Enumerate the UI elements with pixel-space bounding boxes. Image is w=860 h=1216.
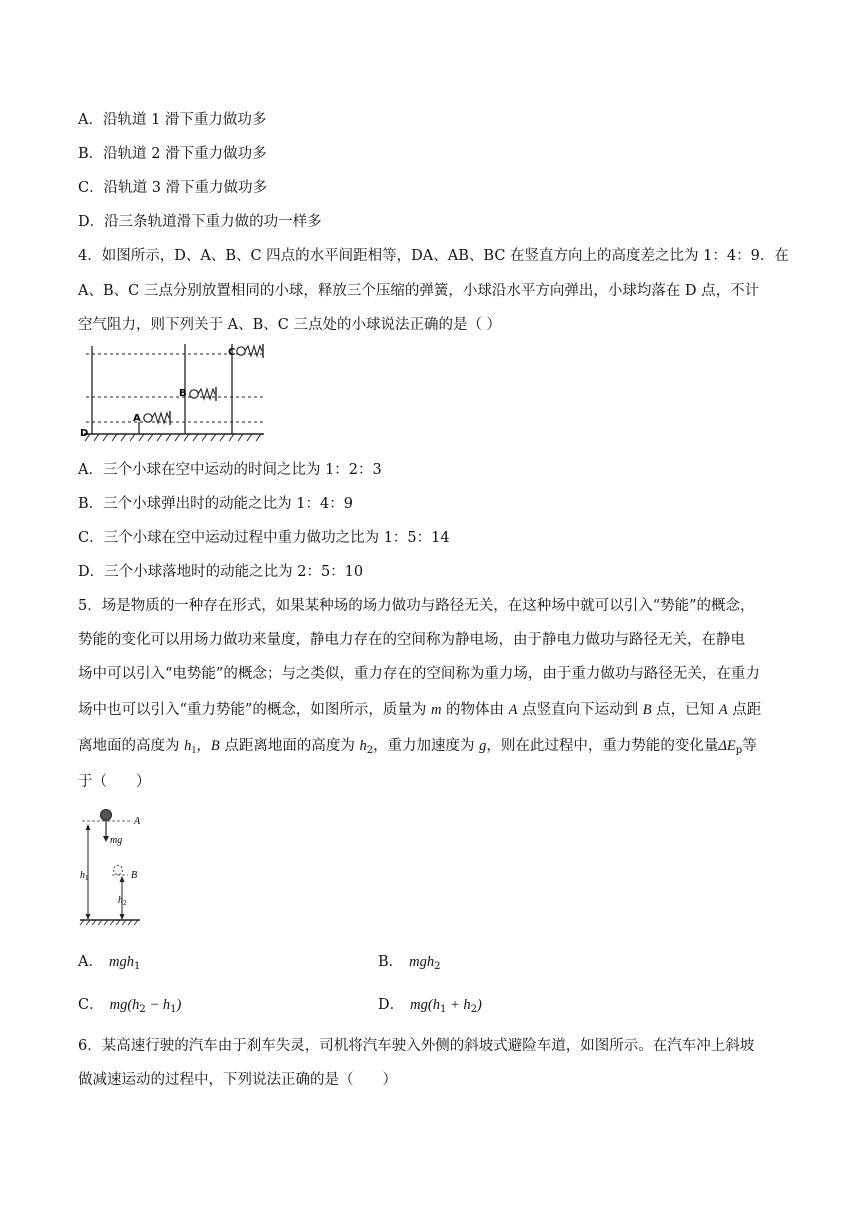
q4-stem-line-3: 空气阻力，则下列关于 A、B、C 三点处的小球说法正确的是（ ） [78,317,502,333]
q4-stem-line-2: A、B、C 三点分别放置相同的小球，释放三个压缩的弹簧，小球沿水平方向弹出，小球均落在 D 点，不计 [78,283,760,299]
q4-option-c: C．三个小球在空中运动过程中重力做功之比为 1：5：14 [78,530,450,546]
q4-label-d: D [80,428,89,439]
q4-stem-line-1: 4．如图所示，D、A、B、C 四点的水平间距相等，DA、AB、BC 在竖直方向上的高度差之比为 1：4：9．在 [78,248,789,264]
q6-stem-line-1: 6．某高速行驶的汽车由于刹车失灵，司机将汽车驶入外侧的斜坡式避险车道，如图所示。在汽车冲上斜坡 [78,1038,755,1054]
q4-option-a: A．三个小球在空中运动的时间之比为 1：2：3 [78,462,382,478]
q4-label-b: B [179,388,187,399]
q3-option-c: C．沿轨道 3 滑下重力做功多 [78,180,268,196]
q5-stem-line-1: 5．场是物质的一种存在形式，如果某种场的场力做功与路径无关，在这种场中就可以引入“势能”的概念， [78,598,755,614]
q4-label-a: A [133,413,141,424]
q5-stem-line-5: 离地面的高度为 $h_1$，B 点距离地面的高度为 $h_2$，重力加速度为 g，则在此过程中，重力势能的变化量$\Delta E_p$等 [78,738,757,756]
q5-label-b: B [131,870,138,881]
q5-label-h1: $h_1$ [80,870,89,882]
q4-figure [78,340,274,452]
q4-option-b: B．三个小球弹出时的动能之比为 1：4：9 [78,496,353,512]
q5-stem-line-3: 场中可以引入“电势能”的概念；与之类似，重力存在的空间称为重力场，由于重力做功与路径无关，在重力 [78,666,760,682]
q3-option-d: D．沿三条轨道滑下重力做的功一样多 [78,214,322,230]
q5-option-b: B． mgh$_2$ [378,954,441,972]
q5-option-a: A． mgh$_1$ [78,954,141,972]
q5-figure [78,806,168,928]
q5-label-h2: $h_2$ [118,895,127,907]
q5-option-d: D． $mg(h_1 + h_2)$ [378,997,482,1015]
q5-option-c: C． $mg(h_2 - h_1)$ [78,997,182,1015]
q6-stem-line-2: 做减速运动的过程中，下列说法正确的是（ ） [78,1072,397,1088]
q5-stem-line-4: 场中也可以引入“重力势能”的概念，如图所示，质量为 m 的物体由 A 点竖直向下运动到 B 点，已知 A 点距 [78,702,762,718]
q3-option-b: B．沿轨道 2 滑下重力做功多 [78,146,267,162]
q3-option-a: A．沿轨道 1 滑下重力做功多 [78,112,267,128]
q5-label-mg: mg [110,835,123,846]
q4-option-d: D．三个小球落地时的动能之比为 2：5：10 [78,564,364,580]
q5-stem-line-6: 于（ ） [78,774,151,790]
q5-label-a: A [134,816,141,827]
q4-label-c: C [228,347,236,358]
q5-stem-line-2: 势能的变化可以用场力做功来量度，静电力存在的空间称为静电场，由于静电力做功与路径无关，在静电 [78,632,745,648]
